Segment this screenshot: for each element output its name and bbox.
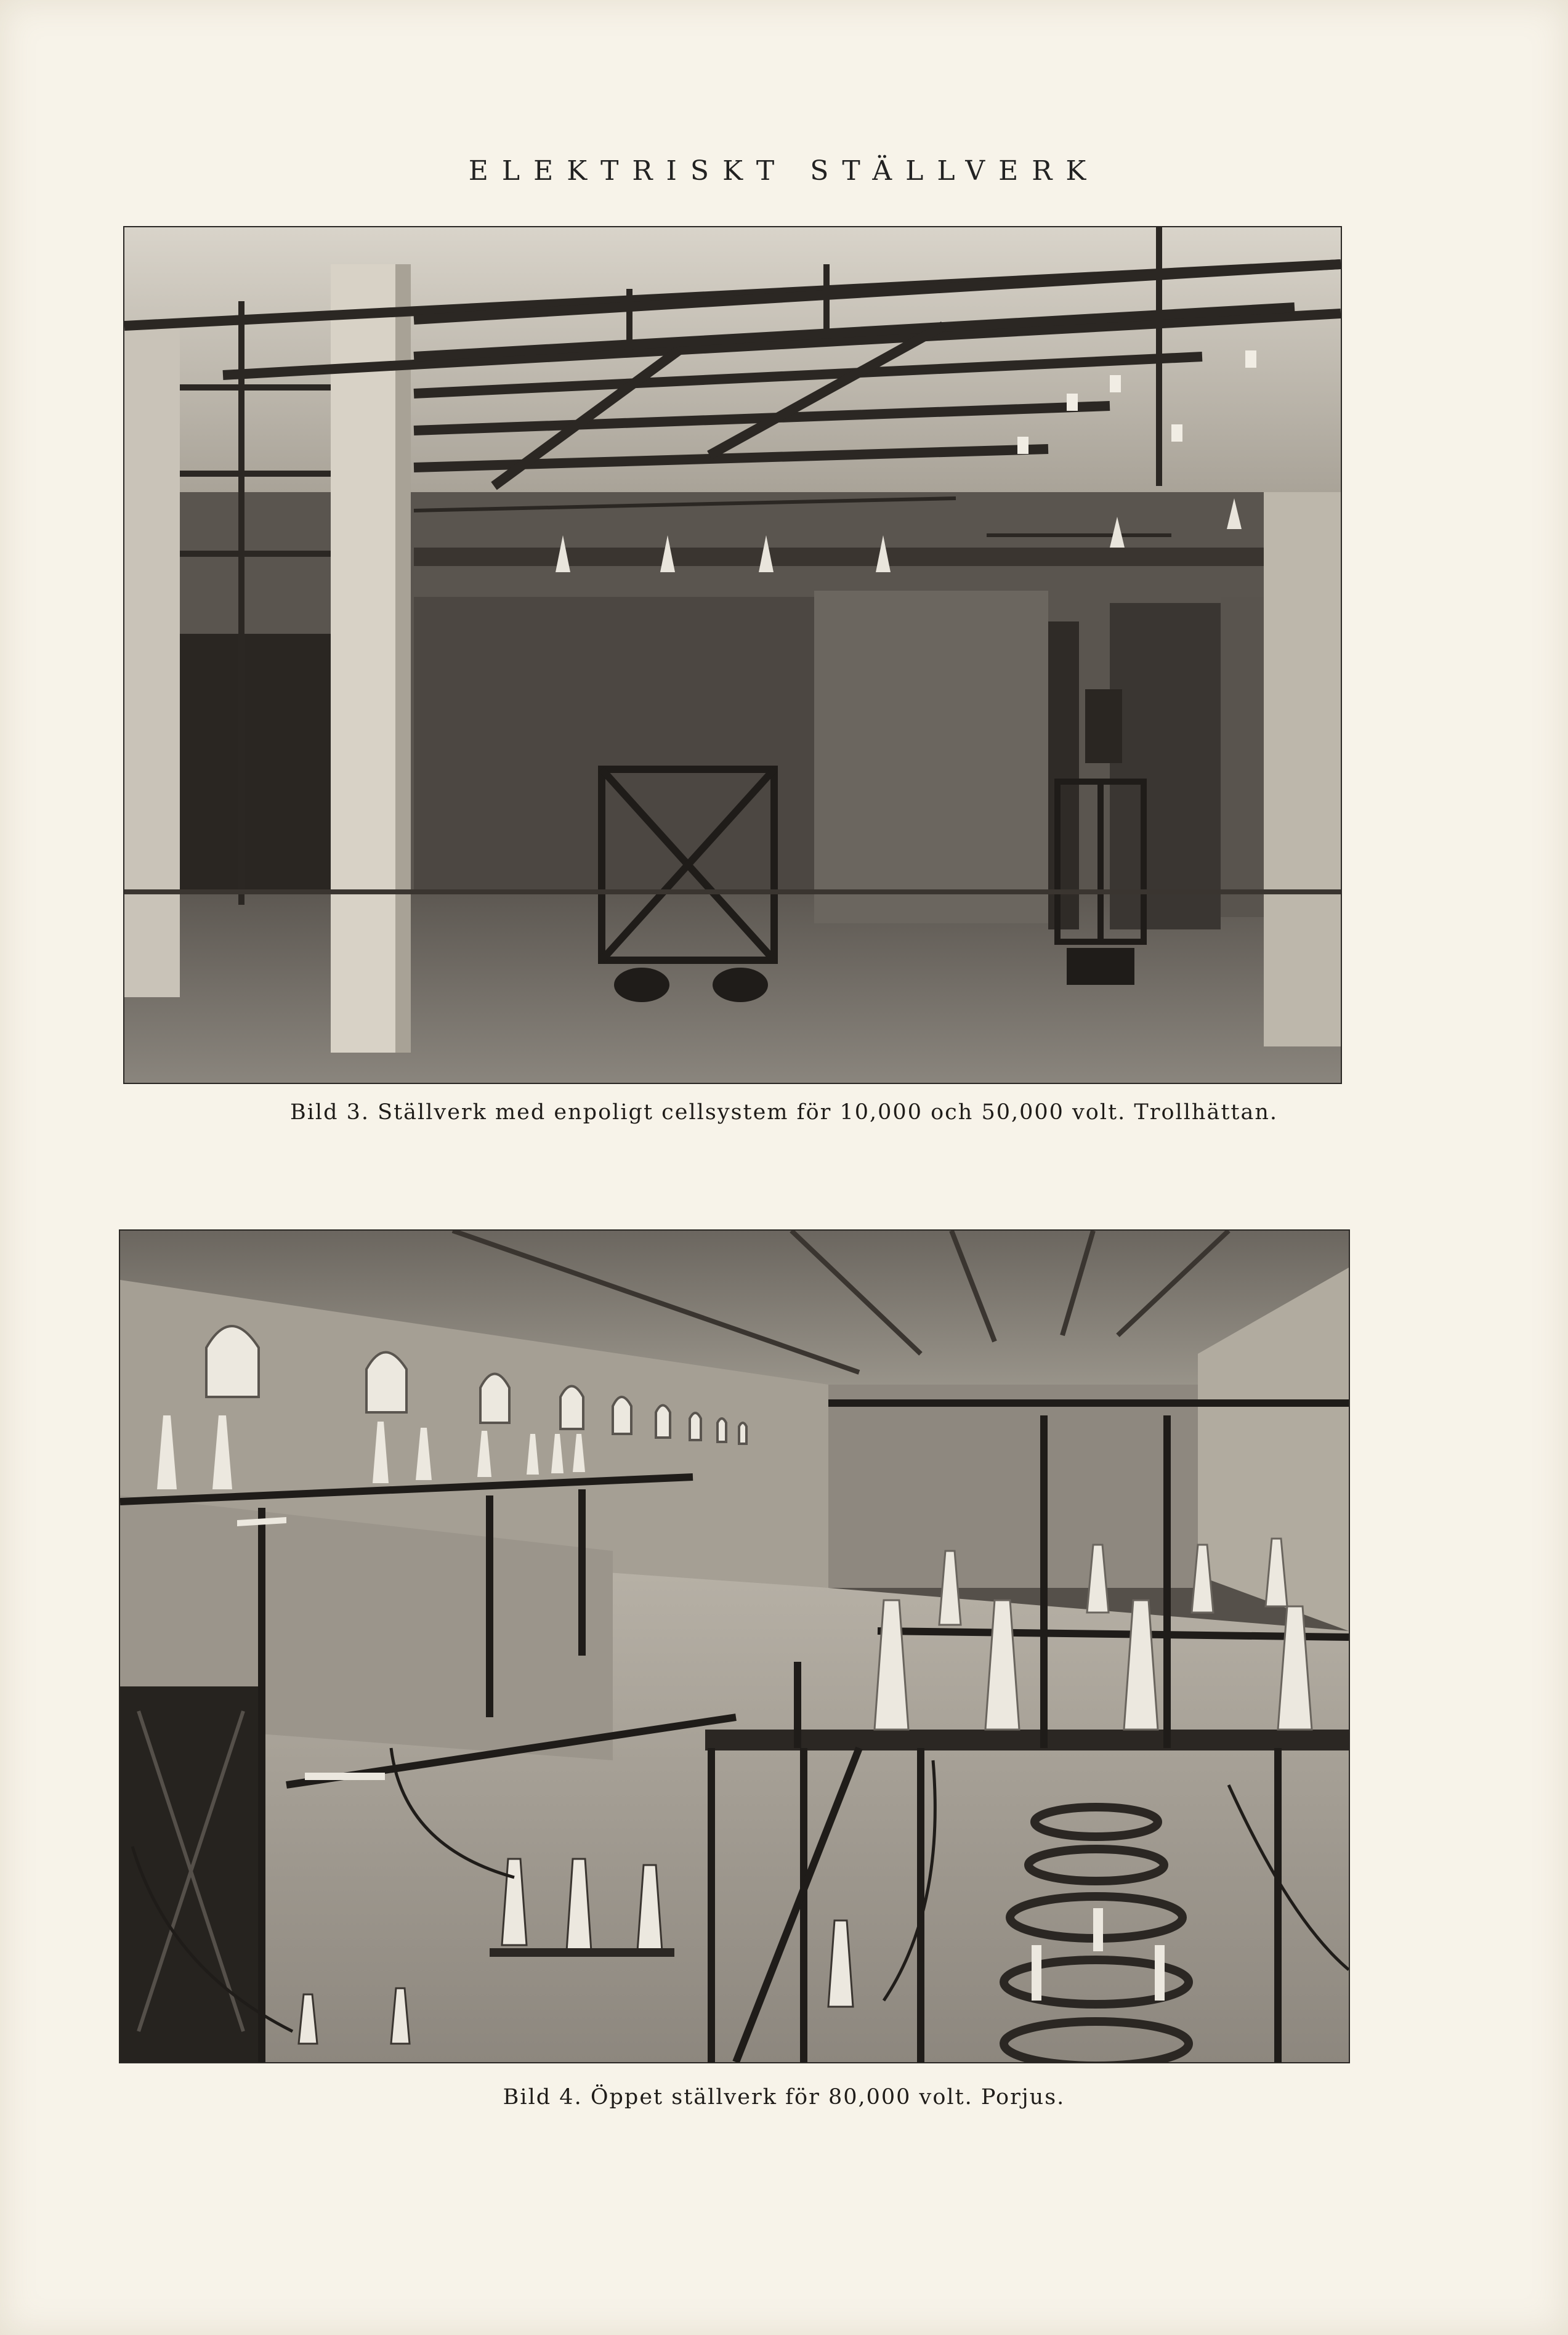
figure-caption-bild-4: Bild 4. Öppet ställverk för 80,000 volt. Porjus. [503,2085,1065,2110]
figure-caption-bild-3: Bild 3. Ställverk med enpoligt cellsystem för 10,000 och 50,000 volt. Trollhättan. [289,1100,1278,1125]
figure-photo-bild-3 [123,226,1342,1084]
figure-photo-bild-4 [119,1229,1350,2063]
open-switchgear-photo [120,1231,1349,2062]
running-header: ELEKTRISKT STÄLLVERK [468,155,1100,187]
switchgear-cell-photo [124,227,1341,1083]
